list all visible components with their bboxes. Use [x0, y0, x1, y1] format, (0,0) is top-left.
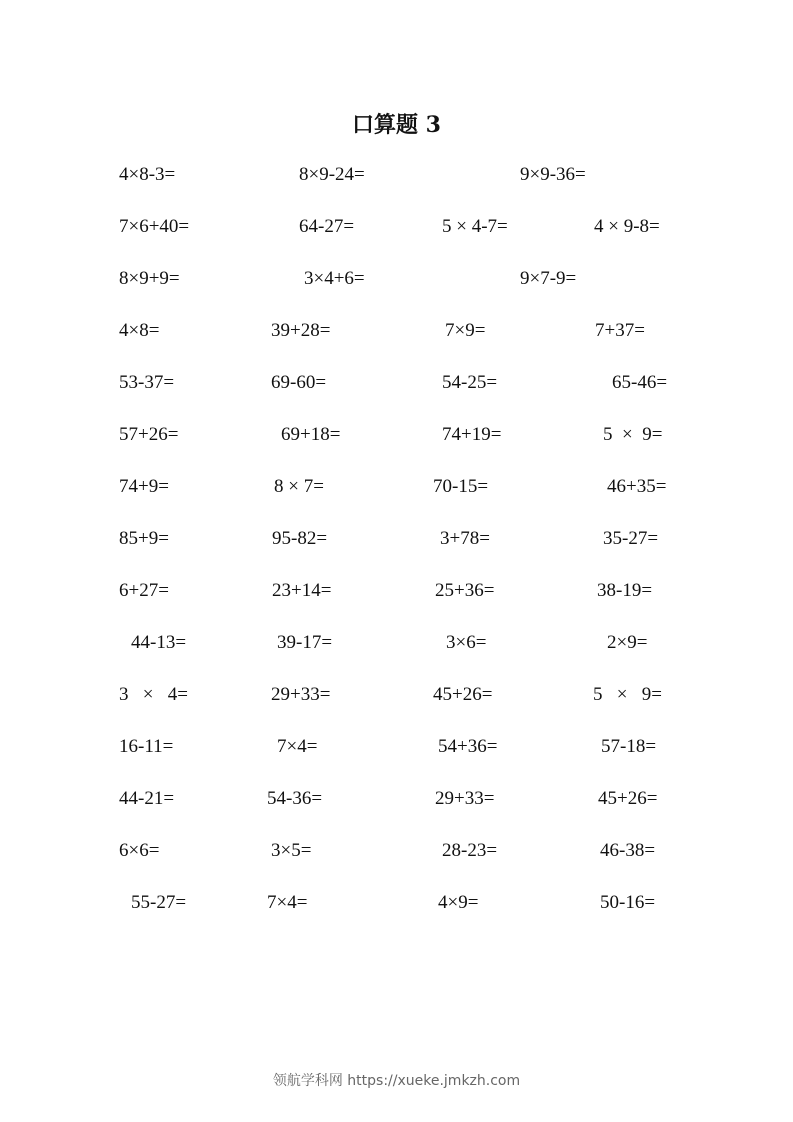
problem: 4 × 9-8= — [594, 216, 660, 237]
problem: 57+26= — [119, 424, 179, 445]
problem: 55-27= — [131, 892, 187, 913]
problem: 44-21= — [119, 788, 175, 809]
problem: 65-46= — [612, 372, 668, 393]
problem: 45+26= — [598, 788, 658, 809]
problem: 25+36= — [435, 580, 495, 601]
problem: 64-27= — [299, 216, 355, 237]
problem: 5 × 4-7= — [442, 216, 508, 237]
problem: 74+19= — [442, 424, 502, 445]
problem: 35-27= — [603, 528, 659, 549]
problem: 50-16= — [600, 892, 656, 913]
problem: 39-17= — [277, 632, 333, 653]
page-title: 口算题 3 — [352, 112, 441, 138]
problem: 7+37= — [595, 320, 645, 341]
problem: 39+28= — [271, 320, 331, 341]
problem: 5 × 9= — [593, 684, 662, 705]
problem: 74+9= — [119, 476, 169, 497]
problem: 46-38= — [600, 840, 656, 861]
problem: 3×5= — [271, 840, 312, 861]
problem: 7×9= — [445, 320, 486, 341]
problem: 3×4+6= — [304, 268, 365, 289]
problem: 44-13= — [131, 632, 187, 653]
problem: 3 × 4= — [119, 684, 188, 705]
problem: 2×9= — [607, 632, 648, 653]
problem: 23+14= — [272, 580, 332, 601]
problem: 54+36= — [438, 736, 498, 757]
problem: 54-25= — [442, 372, 498, 393]
problem: 46+35= — [607, 476, 667, 497]
problem: 4×8-3= — [119, 164, 176, 185]
problem: 5 × 9= — [603, 424, 663, 445]
problem: 6×6= — [119, 840, 160, 861]
problem: 9×9-36= — [520, 164, 586, 185]
problem: 16-11= — [119, 736, 174, 757]
problem: 3×6= — [446, 632, 487, 653]
problem: 45+26= — [433, 684, 493, 705]
problem: 38-19= — [597, 580, 653, 601]
problem: 3+78= — [440, 528, 490, 549]
problem: 4×8= — [119, 320, 160, 341]
problem: 69-60= — [271, 372, 327, 393]
problem: 70-15= — [433, 476, 489, 497]
problem: 85+9= — [119, 528, 169, 549]
problem: 95-82= — [272, 528, 328, 549]
problem: 7×4= — [267, 892, 308, 913]
problem: 9×7-9= — [520, 268, 577, 289]
footer-watermark: 领航学科网 https://xueke.jmkzh.com — [272, 1073, 521, 1089]
problem: 29+33= — [271, 684, 331, 705]
problem: 4×9= — [438, 892, 479, 913]
problem: 28-23= — [442, 840, 498, 861]
problem: 54-36= — [267, 788, 323, 809]
problem: 8×9-24= — [299, 164, 365, 185]
problem: 8 × 7= — [274, 476, 324, 497]
problem: 69+18= — [281, 424, 341, 445]
problem: 7×4= — [277, 736, 318, 757]
problem: 57-18= — [601, 736, 657, 757]
problem: 53-37= — [119, 372, 175, 393]
problem: 29+33= — [435, 788, 495, 809]
problem: 8×9+9= — [119, 268, 180, 289]
problem: 7×6+40= — [119, 216, 190, 237]
problem: 6+27= — [119, 580, 169, 601]
